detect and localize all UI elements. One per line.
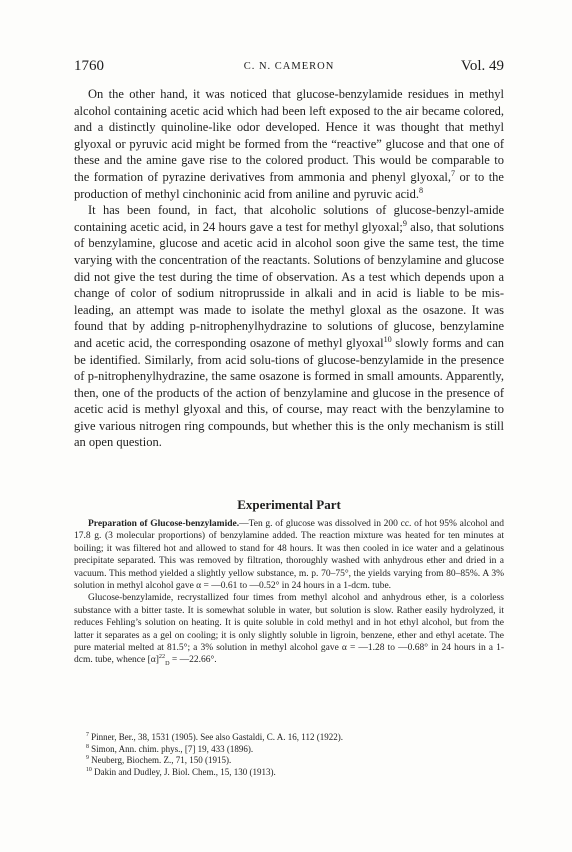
experimental-text-run: Glucose-benzylamide, recrystallized four times from methyl alcohol and anhydrous ether, is a colorless substance with a bitter taste. It is somewhat soluble in water, but solution is slow. Rather easily hydrolyzed, it reduces Fehling’s solution on heating. It is quite soluble in cold methyl and in hot ethyl alcohol, but from the latter it separates as a gel on cooling; it is only slightly soluble in ligroin, benzene, ether and ethyl acetate. The pure material melted at 81.5°; a 3% solution in methyl alcohol gave α = —1.28 to —0.68° in 24 hours in a 1-dcm. tube, whence [α] [74,593,504,666]
footnote [74,732,504,744]
footnote-ref: 7 [450,168,456,178]
volume-label: Vol. 49 [460,58,504,74]
body-paragraph-1 [74,86,504,202]
footnote-text: Simon, Ann. chim. phys., [7] 19, 433 (1896). [88,743,254,754]
footnote-number: 8 [86,743,89,750]
footnote [74,755,504,767]
rotation-line: D [165,661,170,668]
experimental-text-run: = —22.66°. [169,655,217,666]
footnote-text: Neuberg, Biochem. Z., 71, 150 (1915). [88,755,232,766]
footnote [74,744,504,756]
footnote-text: Pinner, Ber., 38, 1531 (1905). See also Gastaldi, C. A. 16, 112 (1922). [88,732,343,742]
experimental-text-run: —Ten g. of glucose was dissolved in 200 cc. of hot 95% alcohol and 17.8 g. (3 molecular proportions) of benzylamine added. The reaction mixture was heated for ten minutes at boiling; it was filtered hot and allowed to stand for 48 hours. It was then cooled in ice water and a gelatinous precipitate separated. This was removed by filtration, thoroughly washed with anhydrous ether and dried in a vacuum. This method yielded a slightly yellow substance, m. p. 70–75°, the yields varying from 80–85%. A 3% solution in methyl alcohol gave α = —0.61 to —0.52° in 24 hours in a 1-dcm. tube. [74,519,504,592]
body-text-run: slowly forms and can be identified. Similarly, from acid solu-tions of glucose-benzylamide in the presence of p-nitrophenylhydrazine, the same osazone is formed in small amounts. Apparently, then, one of the products of the action of benzylamine and glucose in the presence of acetic acid is methyl glyoxal and this, of course, may react with the benzylamine to give various nitrogen ring compounds, but whether this is the only mechanism is still an open question. [74,335,504,450]
footnote-ref: 10 [383,334,392,344]
body-text-run: It has been found, in fact, that alcoholic solutions of glucose-benzyl-amide containing acetic acid, in 24 hours gave a test for methyl glyoxal; [74,203,504,234]
footnote-number: 9 [86,755,89,762]
footnote-number: 10 [86,766,92,773]
experimental-section [74,518,504,667]
body-paragraph-2 [74,202,504,451]
body-text-run: also, that solutions of benzylamine, glucose and acetic acid in alcohol soon give the same test, the time varying with the concentration of the reactants. Solutions of benzylamine and glucose did not give the test during the time of observation. As a test which depends upon a change of color of sodium nitroprusside in alkali and in acid is liable to be mis-leading, an attempt was made to isolate the methyl gloxal as the osazone. It was found that by adding p-nitrophenylhydrazine to solutions of glucose, benzylamine and acetic acid, the corresponding osazone of methyl glyoxal [74,219,504,350]
footnote-ref: 8 [419,185,424,195]
footnote-number: 7 [86,732,89,738]
experimental-paragraph-2 [74,592,504,666]
rotation-temperature: 22 [158,654,166,661]
footnote [74,767,504,779]
body-text-run: or to the production of methyl cinchoninic acid from aniline and pyruvic acid. [74,169,504,201]
footnote-text: Dakin and Dudley, J. Biol. Chem., 15, 130 (1913). [91,766,276,777]
experimental-paragraph-1 [74,518,504,592]
body-text-run: On the other hand, it was noticed that glucose-benzylamide residues in methyl alcohol containing acetic acid which had been left exposed to the air became colored, and a distinctly quinoline-like odor developed. Hence it was thought that methyl glyoxal or pyruvic acid might be formed from the “reactive” glucose and that one of these and the amine gave rise to the colored product. This would be comparable to the formation of pyrazine derivatives from ammonia and phenyl glyoxal, [74,87,504,184]
footnote-ref: 9 [402,218,407,228]
run-in-heading: Preparation of Glucose-benzylamide. [88,519,240,529]
section-heading: Experimental Part [237,497,341,512]
running-author: C. N. CAMERON [243,61,335,72]
body-text [74,86,504,451]
page-number: 1760 [74,58,104,74]
footnotes [74,732,504,778]
running-header [74,58,504,80]
